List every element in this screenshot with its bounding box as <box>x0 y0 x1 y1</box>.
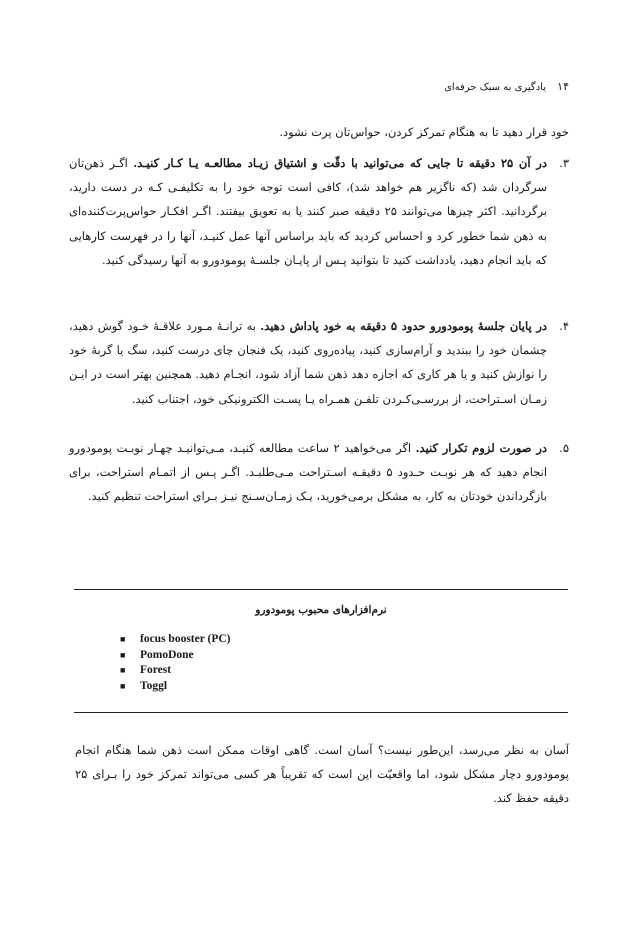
list-item <box>120 679 231 695</box>
step-body <box>69 314 547 411</box>
app-name: Forest <box>140 664 172 676</box>
bullet-square-icon: ■ <box>120 634 126 644</box>
box-bottom-rule <box>74 712 568 713</box>
apps-list <box>120 632 231 694</box>
list-item <box>120 632 231 648</box>
box-top-rule <box>74 589 568 590</box>
step-body <box>69 436 547 509</box>
app-name: PomoDone <box>140 648 194 661</box>
step-3 <box>69 151 569 272</box>
step-text: اگـر ذهن‌تان سرگردان شد (که ناگزیر هم خواهد شد)، کافی است توجه خود را به تکلیفـی کـه در دست دارید، برگردانید. اکثر چیزها می‌توانند ۲۵ دقیقه صبر کنند یا به تعویق بیفتند. اگـر افکـار حواس‌پرت‌کننده‌ای به ذهن شما خطور کرد و احساس کردید که باید براساس آنها عمل کنیـد، آنها را در فهرست کارهایی که باید انجام دهید، یادداشت کنید تا بتوانید پـس از پایـان جلسـهٔ پومودورو به آنها رسیدگی کنید. <box>69 156 547 267</box>
step-number: ۵. <box>559 441 569 455</box>
closing-paragraph: آسان به نظر می‌رسد، این‌طور نیست؟ آسان است. گاهی اوقات ممکن است ذهن شما هنگام انجام پومودورو دچار مشکل شود، اما واقعیّت این است که تقریباً هر کسی می‌تواند تمرکز خود را بـرای ۲۵ دقیقه حفظ کند. <box>75 743 569 806</box>
apps-box-title: نرم‌افزارهای محبوب پومودورو <box>255 604 387 616</box>
step-4 <box>69 314 569 411</box>
app-name: Toggl <box>140 679 168 692</box>
step-heading: در صورت لزوم تکرار کنید. <box>415 441 547 455</box>
step-text: به ترانـهٔ مـورد علاقـهٔ خـود گوش دهید، چشمان خود را ببندید و آرام‌سازی کنید، پیاده‌روی کنید، یک فنجان چای درست کنید، سگ یا گربهٔ خود را نوازش کنید و یا هر کاری که اجازه دهد ذهن شما آزاد شود، انجـام دهید. همچنین بهتر است در ایـن زمـان اسـتراحت، از بررسـی‌کـردن تلفـن همـراه یـا پسـت الکترونیکی خود، اجتناب کنید. <box>69 319 547 406</box>
step-body <box>69 151 547 272</box>
running-title: یادگیری به سبک حرفه‌ای <box>444 82 546 93</box>
bullet-square-icon: ■ <box>120 665 126 675</box>
step-heading: در پایان جلسهٔ پومودورو حدود ۵ دقیقه به خود پاداش دهید. <box>260 319 547 333</box>
step-heading: در آن ۲۵ دقیقه تا جایی که می‌توانید با دقّت و اشتیاق زیـاد مطالعـه یـا کـار کنیـد. <box>133 156 547 170</box>
bullet-square-icon: ■ <box>120 649 126 660</box>
app-name: focus booster (PC) <box>140 633 231 645</box>
list-item <box>120 648 231 664</box>
running-header <box>444 80 569 93</box>
list-item <box>120 663 231 679</box>
step-text: اگر می‌خواهید ۲ ساعت مطالعه کنیـد، مـی‌توانیـد چهـار نوبـت پومودورو انجام دهید که هر نوبـت حـدود ۵ دقیقـه اسـتراحت مـی‌طلبـد. اگـر پـس از اتمـام استراحت، برای بازگرداندن خودتان به کار، به مشکل برمی‌خورید، یـک زمـان‌سـنج نیـز بـرای استراحت تنظیم کنید. <box>69 441 548 504</box>
step-number: ۴. <box>559 319 569 333</box>
bullet-square-icon: ■ <box>120 680 126 691</box>
step-number: ۳. <box>559 156 569 170</box>
page-number: ۱۴ <box>557 80 569 93</box>
lead-paragraph: خود قرار دهید تا به هنگام تمرکز کردن، حواس‌تان پرت نشود. <box>279 125 569 139</box>
step-5 <box>69 436 569 509</box>
